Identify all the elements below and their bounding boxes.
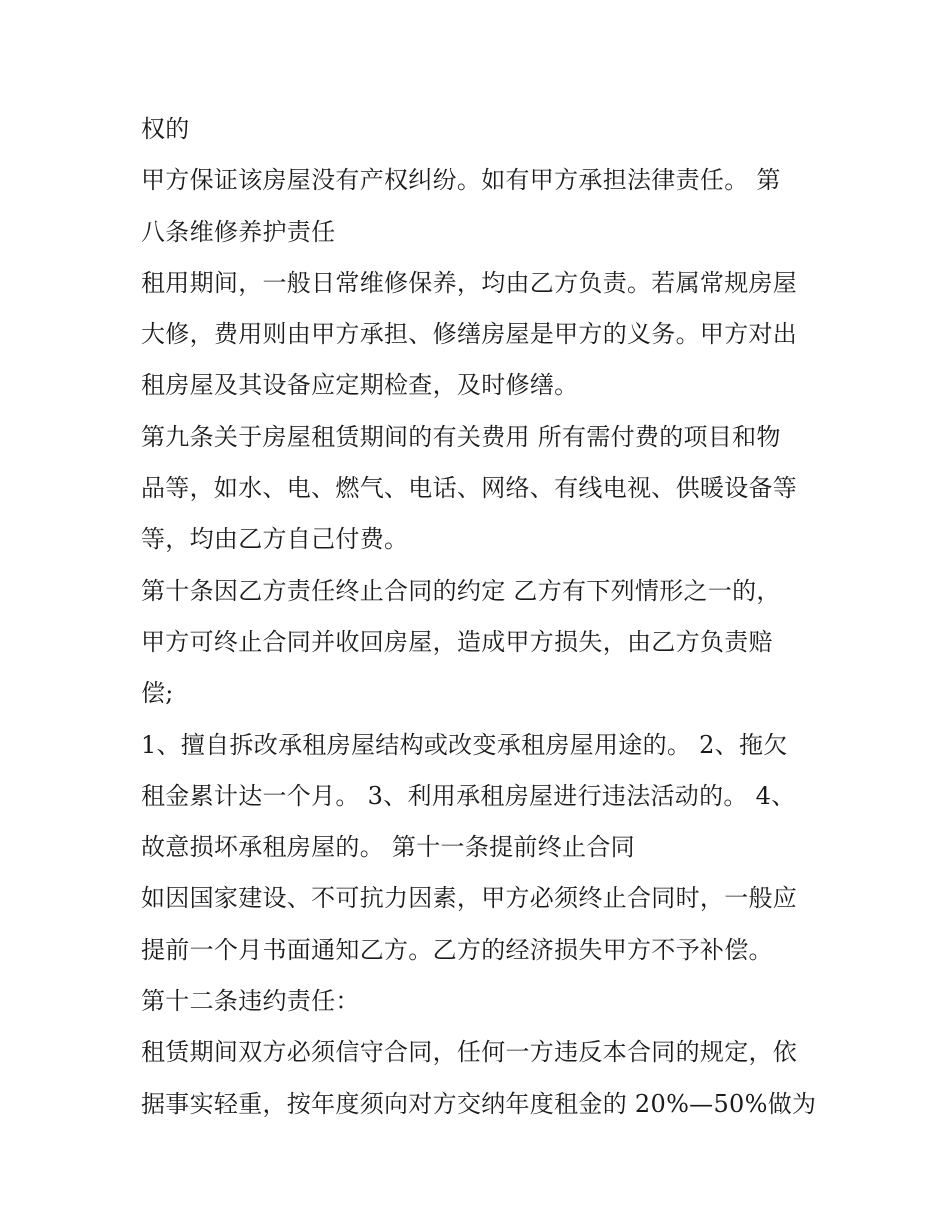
text-line: 提前一个月书面通知乙方。乙方的经济损失甲方不予补偿。 [141,935,773,964]
text-line: 租金累计达一个月。 3、利用承租房屋进行违法活动的。 4、 [141,781,796,810]
text-line: 租赁期间双方必须信守合同，任何一方违反本合同的规定，依 [141,1038,798,1067]
text-line: 等，均由乙方自己付费。 [141,525,409,554]
text-line: 第十条因乙方责任终止合同的约定 乙方有下列情形之一的， [141,576,781,605]
text-line: 故意损坏承租房屋的。 第十一条提前终止合同 [141,833,635,862]
text-line: 偿; [141,679,174,708]
text-line: 租用期间，一般日常维修保养，均由乙方负责。若属常规房屋 [141,268,798,297]
text-line: 据事实轻重，按年度须向对方交纳年度租金的 20%—50%做为 [141,1089,817,1118]
text-line: 品等，如水、电、燃气、电话、网络、有线电视、供暖设备等 [141,474,798,503]
text-line: 如因国家建设、不可抗力因素，甲方必须终止合同时，一般应 [141,884,798,913]
text-line: 第十二条违约责任： [141,987,360,1016]
text-line: 第九条关于房屋租赁期间的有关费用 所有需付费的项目和物 [141,422,781,451]
text-line: 八条维修养护责任 [141,217,336,246]
text-line: 甲方保证该房屋没有产权纠纷。如有甲方承担法律责任。 第 [141,166,781,195]
document-body [141,104,821,1130]
text-line: 权的 [141,115,190,143]
text-line: 1、擅自拆改承租房屋结构或改变承租房屋用途的。 2、拖欠 [141,730,788,759]
text-line: 大修，费用则由甲方承担、修缮房屋是甲方的义务。甲方对出 [141,320,798,349]
text-line: 租房屋及其设备应定期检查，及时修缮。 [141,371,579,400]
text-line: 甲方可终止合同并收回房屋，造成甲方损失，由乙方负责赔 [141,627,773,656]
